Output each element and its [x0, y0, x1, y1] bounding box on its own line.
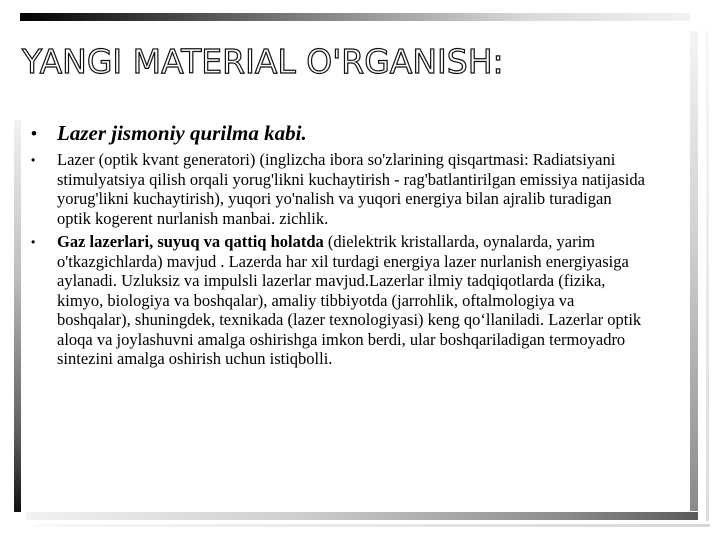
frame-bar-right-outer: [706, 31, 709, 521]
bullet-item-types: [28, 232, 648, 369]
frame-bar-top: [20, 13, 690, 21]
frame-bar-bottom-outer: [34, 524, 710, 527]
frame-bar-right: [690, 31, 698, 511]
frame-bar-bottom: [26, 512, 698, 520]
bullet-icon: •: [31, 124, 37, 143]
types-bold-text: Gaz lazerlari, suyuq va qattiq holatda: [57, 232, 324, 251]
bullet-item-heading: [28, 120, 648, 146]
slide-content: [28, 120, 648, 373]
bullet-list: [28, 120, 648, 369]
slide-title: YANGI MATERIAL O'RGANISH:: [22, 42, 504, 81]
bullet-icon: •: [31, 153, 36, 167]
heading-text: Lazer jismoniy qurilma kabi.: [57, 121, 307, 145]
definition-text: Lazer (optik kvant generatori) (inglizcha ibora so'zlarining qisqartmasi: Radiatsiyani stimulyatsiya qilish orqali yorug'likni kuchaytirish - rag'batlantirilgan emissiya natijasida yorug'likni kuchaytirish), yuqori yo'nalish va yuqori energiya bilan ajralib turadigan optik kogerent nurlanish manbai. zichlik.: [57, 150, 645, 228]
bullet-item-definition: [28, 150, 648, 228]
frame-bar-left: [14, 120, 21, 512]
bullet-icon: •: [31, 235, 36, 249]
types-text: (dielektrik kristallarda, oynalarda, yarim o'tkazgichlarda) mavjud . Lazerda har xil turdagi energiya lazer nurlanish energiyasiga aylanadi. Uzluksiz va impulsli lazerlar mavjud.Lazerlar ilmiy tadqiqotlarda (fizika, kimyo, biologiya va boshqalar), amaliy tibbiyotda (jarrohlik, oftalmologiya va boshqalar), shuningdek, texnikada (lazer texnologiyasi) keng qo‘llaniladi. Lazerlar optik aloqa va joylashuvni amalga oshirishga imkon berdi, ular boshqariladigan termoyadro sintezini amalga oshirish uchun istiqbolli.: [57, 232, 642, 368]
